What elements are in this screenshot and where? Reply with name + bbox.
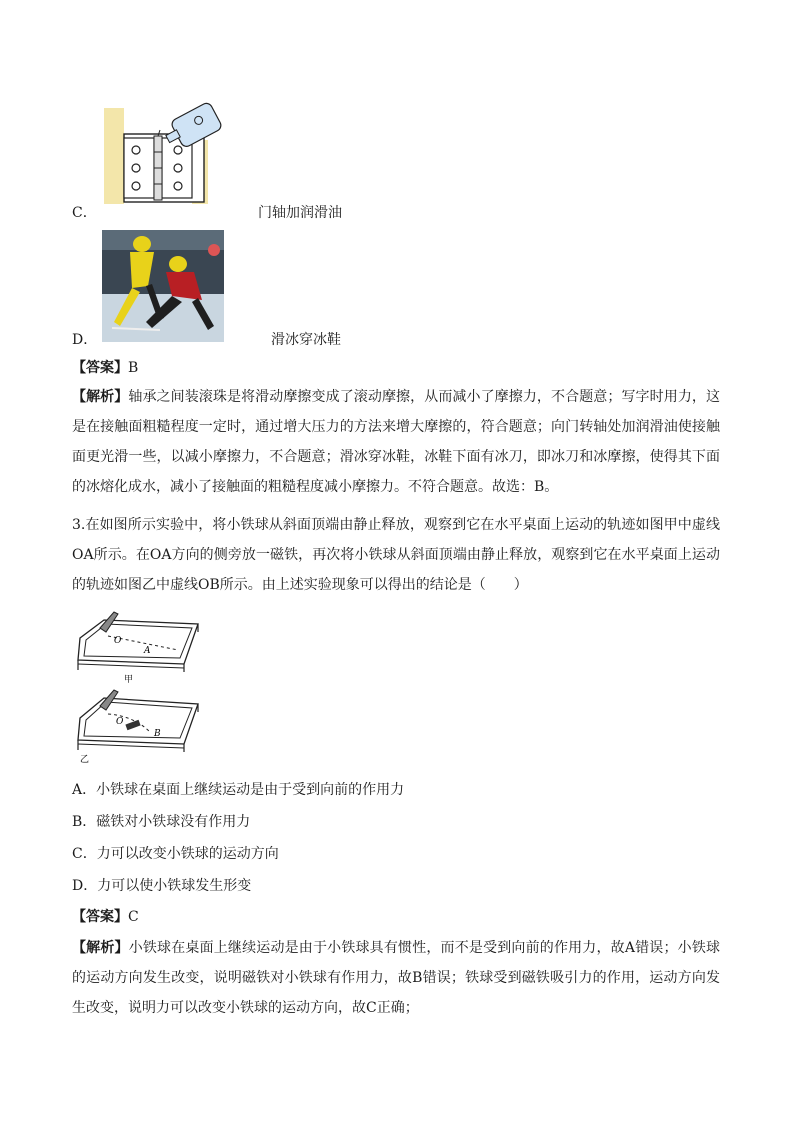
option-d-letter-q3: D． bbox=[72, 878, 98, 894]
option-c-letter: C． bbox=[72, 205, 97, 221]
label-o-top: O bbox=[114, 636, 122, 646]
option-c-text: 力可以改变小铁球的运动方向 bbox=[96, 846, 279, 862]
option-b-letter: B． bbox=[72, 814, 97, 830]
label-b: B bbox=[154, 729, 161, 739]
option-b-text: 磁铁对小铁球没有作用力 bbox=[96, 814, 251, 830]
option-a-text: 小铁球在桌面上继续运动是由于受到向前的作用力 bbox=[96, 782, 405, 798]
answer-2 bbox=[72, 358, 138, 378]
speed-skaters-image bbox=[102, 230, 224, 342]
skating-photo bbox=[102, 230, 224, 342]
analysis-2 bbox=[72, 382, 720, 502]
option-a-letter: A． bbox=[72, 782, 97, 798]
option-d-letter: D． bbox=[72, 332, 98, 348]
label-a: A bbox=[144, 646, 151, 656]
iron-ball-experiment bbox=[74, 606, 204, 766]
option-c-caption: 门轴加润滑油 bbox=[258, 205, 342, 221]
answer-label: 【答案】 bbox=[72, 909, 128, 925]
answer-3 bbox=[72, 907, 139, 927]
inclined-plane-figure bbox=[74, 606, 204, 766]
analysis-label: 【解析】 bbox=[72, 389, 129, 405]
option-c bbox=[72, 844, 279, 864]
option-d bbox=[72, 876, 251, 896]
answer-label: 【答案】 bbox=[72, 360, 128, 376]
answer-value: C bbox=[128, 909, 139, 925]
analysis-text: 小铁球在桌面上继续运动是由于小铁球具有惯性，而不是受到向前的作用力，故A错误；小铁球的运动方向发生改变，说明磁铁对小铁球有作用力，故B错误；铁球受到磁铁吸引力的作用，运动方向发生改变，说明力可以改变小铁球的运动方向，故C正确； bbox=[72, 940, 721, 1016]
door-hinge-figure bbox=[100, 100, 228, 208]
option-a bbox=[72, 780, 404, 800]
caption-jia: 甲 bbox=[124, 675, 134, 685]
answer-value: B bbox=[128, 360, 139, 376]
option-c-letter-q3: C． bbox=[72, 846, 97, 862]
label-o-bottom: O bbox=[116, 717, 124, 727]
caption-yi: 乙 bbox=[80, 755, 90, 765]
option-b bbox=[72, 812, 250, 832]
analysis-label: 【解析】 bbox=[72, 940, 129, 956]
analysis-3 bbox=[72, 933, 720, 1023]
door-hinge-illustration bbox=[100, 100, 228, 208]
question-3-stem: 3.在如图所示实验中，将小铁球从斜面顶端由静止释放，观察到它在水平桌面上运动的轨迹如图甲中虚线OA所示。在OA方向的侧旁放一磁铁，再次将小铁球从斜面顶端由静止释放，观察到它在水平桌面上运动的轨迹如图乙中虚线OB所示。由上述实验现象可以得出的结论是（ ） bbox=[72, 517, 720, 593]
option-d-text: 力可以使小铁球发生形变 bbox=[97, 878, 252, 894]
analysis-text: 轴承之间装滚珠是将滑动摩擦变成了滚动摩擦，从而减小了摩擦力，不合题意；写字时用力，这是在接触面粗糙程度一定时，通过增大压力的方法来增大摩擦的，符合题意；向门转轴处加润滑油使接触面更光滑一些，以减小摩擦力，不合题意；滑冰穿冰鞋，冰鞋下面有冰刀，即冰刀和冰摩擦，使得其下面的冰熔化成水，减小了接触面的粗糙程度减小摩擦力。不符合题意。故选：B。 bbox=[72, 389, 721, 495]
option-d-caption: 滑冰穿冰鞋 bbox=[271, 332, 341, 348]
